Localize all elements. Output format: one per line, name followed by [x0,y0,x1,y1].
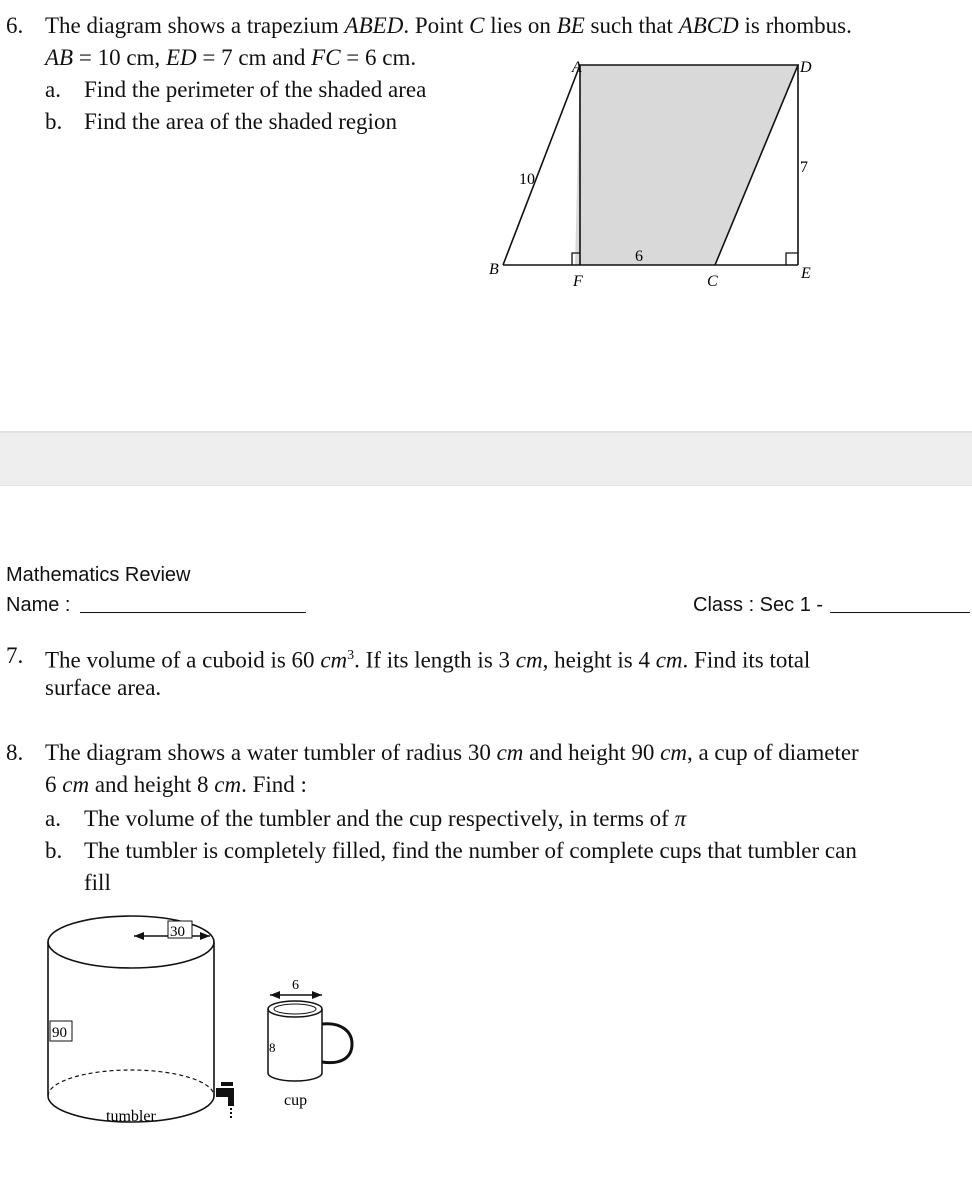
q8-line-2: 6 cm and height 8 cm. Find : [45,772,307,797]
tumbler-cup-diagram [40,910,370,1160]
label-b: B [489,261,499,278]
q6-sub-a-text: Find the perimeter of the shaded area [84,77,427,102]
q7-number: 7. [6,643,24,668]
cup-diameter-label: 6 [292,978,299,993]
q7-line-1: The volume of a cuboid is 60 $cm^3$. If its length is 3 cm, height is 4 cm. Find its total [45,647,811,673]
name-label: Name : [6,594,71,616]
label-ed-length: 7 [800,159,808,176]
label-f: F [573,273,583,290]
cup-label: cup [284,1092,308,1109]
right-angle-e [786,253,798,265]
review-title: Mathematics Review [6,564,191,586]
q6-sub-b-label: b. [45,109,63,134]
q8-sub-b-line-1: The tumbler is completely filled, find the number of complete cups that tumbler can [84,838,857,863]
q6-line-2: AB = 10 cm, ED = 7 cm and FC = 6 cm. [45,45,417,70]
label-a: A [572,59,582,76]
label-e: E [801,265,811,282]
label-d: D [800,59,812,76]
q8-line-1: The diagram shows a water tumbler of radius 30 cm and height 90 cm, a cup of diameter [45,740,859,765]
class-label: Class : Sec 1 - [693,594,824,616]
trapezium-diagram [480,50,820,295]
q6-number: 6. [6,13,24,38]
tap-icon [216,1082,234,1118]
shaded-region [575,65,798,265]
class-blank[interactable] [830,598,970,613]
label-c: C [707,273,718,290]
q7-line-2: surface area. [45,675,162,700]
tumbler-label: tumbler [106,1108,156,1125]
q8-sub-b-label: b. [45,838,63,863]
q8-sub-b-line-2: fill [84,870,111,895]
page-gap-band [0,431,972,486]
cup-height-label: 8 [269,1040,276,1055]
tumbler-height-label: 90 [52,1025,67,1041]
q6-sub-b-text: Find the area of the shaded region [84,109,397,134]
tumbler [48,916,214,1125]
q8-number: 8. [6,740,24,765]
q6-line-1: The diagram shows a trapezium ABED. Point C lies on BE such that ABCD is rhombus. [45,13,852,38]
q6-sub-a-label: a. [45,77,61,102]
label-fc-length: 6 [635,248,643,265]
q8-sub-a-label: a. [45,806,61,831]
q8-sub-a-text: The volume of the tumbler and the cup respectively, in terms of π [84,806,687,831]
tumbler-radius-label: 30 [170,924,185,940]
cup [268,978,352,1109]
name-blank[interactable] [80,598,306,613]
label-ab-length: 10 [519,171,535,188]
